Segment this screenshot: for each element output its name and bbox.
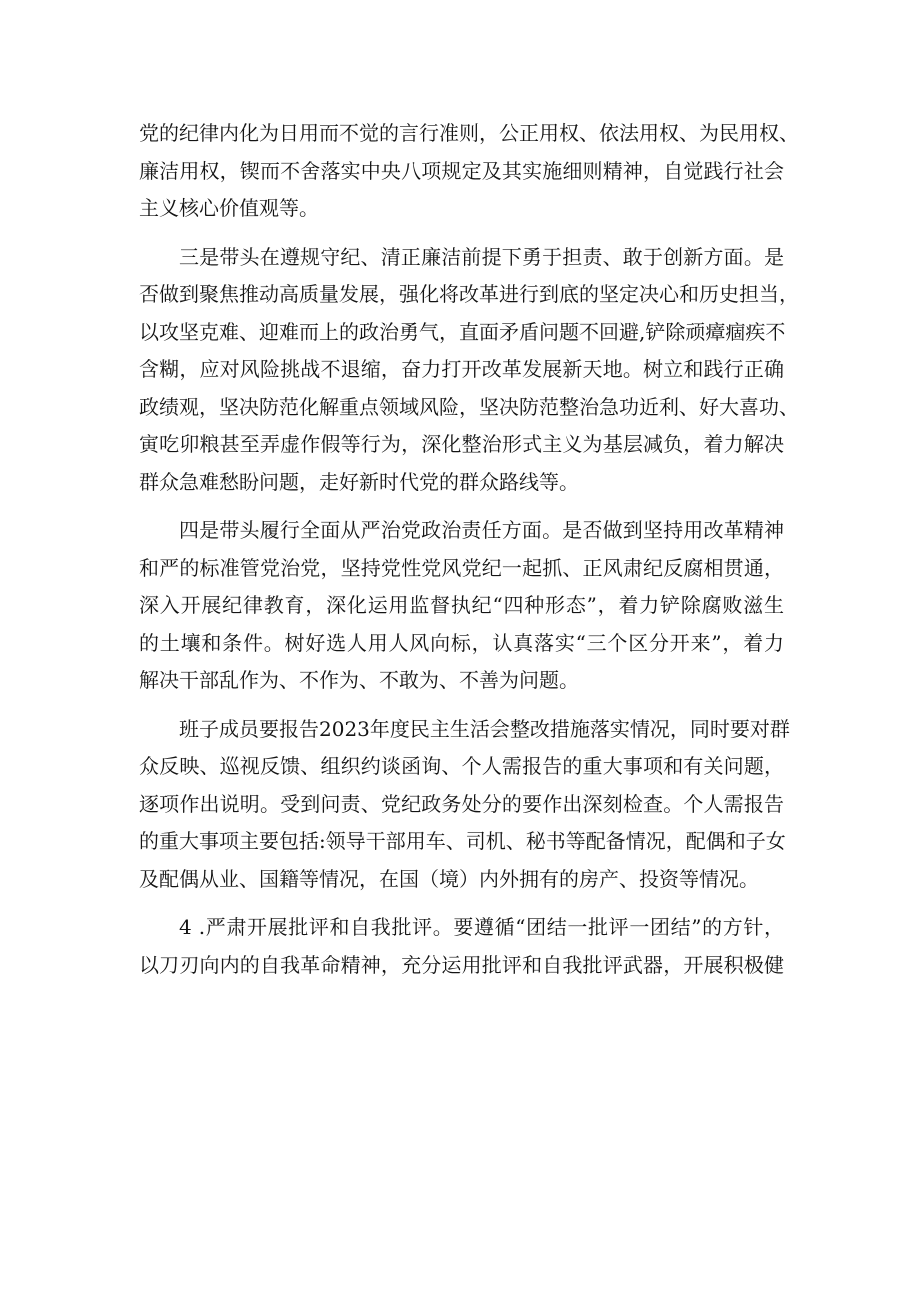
text-line: 的重大事项主要包括:领导干部用车、司机、秘书等配备情况，配偶和子女	[139, 829, 786, 853]
text-line: 逐项作出说明。受到问责、党纪政务处分的要作出深刻检查。个人需报告	[139, 791, 784, 816]
text-line: 众反映、巡视反馈、组织约谈函询、个人需报告的重大事项和有关问题，	[139, 754, 784, 778]
text-line: 政绩观，坚决防范化解重点领域风险，坚决防范整治急功近利、好大喜功、	[139, 394, 799, 419]
paragraph-point-three	[139, 239, 799, 502]
text-line: 四是带头履行全面从严治党政治责任方面。是否做到坚持用改革精神	[179, 518, 784, 542]
text-line: 群众急难愁盼问题，走好新时代党的群众路线等。	[139, 469, 579, 494]
paragraph-member-report	[139, 711, 790, 899]
text-line: 及配偶从业、国籍等情况，在国（境）内外拥有的房产、投资等情况。	[139, 866, 759, 891]
text-line: 寅吃卯粮甚至弄虚作假等行为，深化整治形式主义为基层减负，着力解决	[139, 432, 784, 456]
text-line: 党的纪律内化为日用而不觉的言行准则，公正用权、依法用权、为民用权、	[139, 121, 799, 145]
document-body	[139, 115, 799, 995]
text-line: 4 .严肃开展批评和自我批评。要遵循“团结一批评一团结”的方针，	[179, 915, 784, 939]
text-line: 班子成员要报告2023年度民主生活会整改措施落实情况，同时要对群	[179, 716, 790, 741]
text-line: 三是带头在遵规守纪、清正廉洁前提下勇于担责、敢于创新方面。是	[179, 244, 784, 269]
text-line: 的土壤和条件。树好选人用人风向标，认真落实“三个区分开来”，着力	[139, 630, 784, 655]
text-line: 主义核心价值观等。	[139, 196, 319, 220]
text-line: 否做到聚焦推动高质量发展，强化将改革进行到底的坚定决心和历史担当，	[139, 282, 799, 306]
paragraph-criticism	[139, 909, 784, 984]
paragraph-point-four	[139, 512, 784, 700]
text-line: 深入开展纪律教育，深化运用监督执纪“四种形态”，着力铲除腐败滋生	[139, 593, 784, 617]
paragraph-continuation	[139, 115, 799, 228]
text-line: 以刀刃向内的自我革命精神，充分运用批评和自我批评武器，开展积极健	[139, 952, 784, 977]
text-line: 解决干部乱作为、不作为、不敢为、不善为问题。	[139, 668, 579, 692]
text-line: 含糊，应对风险挑战不退缩，奋力打开改革发展新天地。树立和践行正确	[139, 357, 784, 381]
text-line: 廉洁用权，锲而不舍落实中央八项规定及其实施细则精神，自觉践行社会	[139, 158, 784, 183]
text-line: 以攻坚克难、迎难而上的政治勇气，直面矛盾问题不回避,铲除顽瘴痼疾不	[139, 319, 786, 344]
text-line: 和严的标准管党治党，坚持党性党风党纪一起抓、正风肃纪反腐相贯通，	[139, 555, 784, 580]
